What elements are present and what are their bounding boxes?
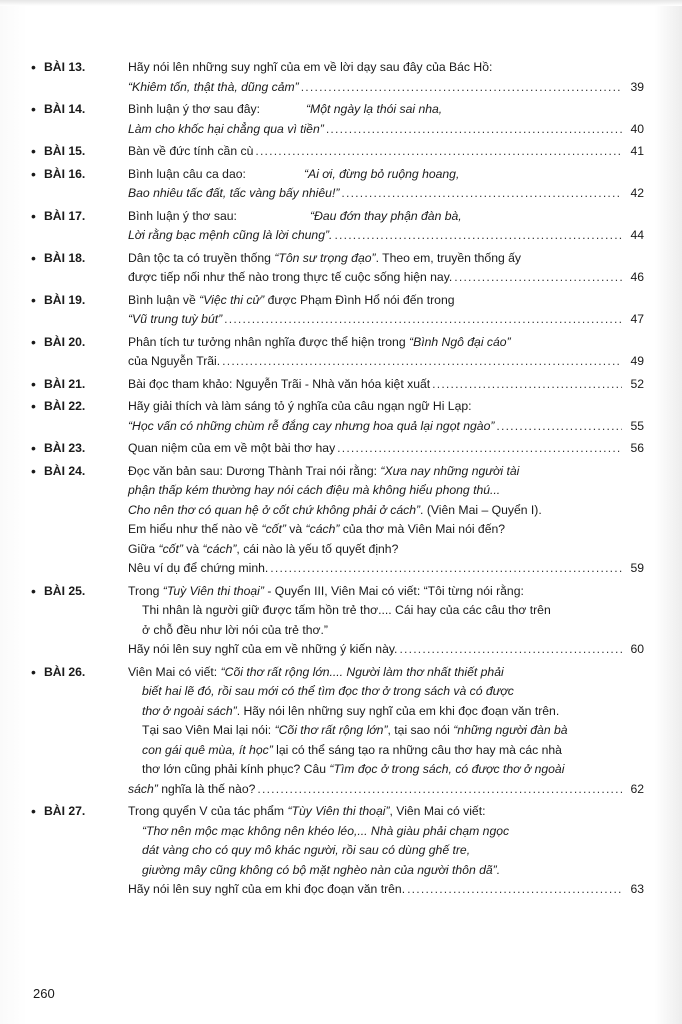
entry-line: giường mây cũng không có bộ mặt nghèo nàn của người thôn dã”. xyxy=(142,862,501,877)
leader-dots xyxy=(341,184,622,204)
entry-line: phận thấp kém thường hay nói cách điệu mà không hiểu phong thú... xyxy=(128,483,501,497)
entry-label: BÀI 22. xyxy=(44,399,86,413)
entry-label: BÀI 13. xyxy=(44,60,86,74)
entry-label: BÀI 15. xyxy=(44,144,86,158)
bullet-icon: • xyxy=(31,291,36,308)
entry-label: BÀI 21. xyxy=(44,376,86,391)
leader-dots xyxy=(301,78,622,98)
bullet-icon: • xyxy=(31,803,36,819)
toc-entry-25 xyxy=(0,582,682,660)
toc-entry-22 xyxy=(0,397,682,436)
entry-line: Quan niệm của em về một bài thơ hay ..... 56 xyxy=(128,439,644,459)
entry-line: “Vũ trung tuỳ bút” ..... 47 xyxy=(128,310,644,330)
leader-dots xyxy=(337,439,622,459)
bullet-icon: • xyxy=(31,375,36,392)
page-ref: 60 xyxy=(630,642,644,656)
entry-label: BÀI 27. xyxy=(44,804,86,818)
page-ref: 59 xyxy=(630,561,644,575)
entry-label: BÀI 18. xyxy=(44,250,86,265)
entry-label: BÀI 17. xyxy=(44,208,86,223)
entry-label: BÀI 25. xyxy=(44,583,86,598)
toc-entry-13 xyxy=(0,58,682,97)
leader-dots xyxy=(399,640,622,660)
entry-line: Tại sao Viên Mai lại nói: “Cõi thơ rất rộng lớn”, tại sao nói “những người đàn bà xyxy=(142,723,568,737)
entry-label: BÀI 19. xyxy=(44,292,86,307)
entry-line: Nêu ví dụ để chứng minh. ..... 59 xyxy=(128,559,644,579)
leader-dots xyxy=(222,352,622,372)
entry-line: Đọc văn bản sau: Dương Thành Trai nói rằng: “Xưa nay những người tài xyxy=(128,463,520,478)
bullet-icon: • xyxy=(31,101,36,117)
page-ref: 46 xyxy=(630,270,644,284)
page-top-shadow xyxy=(0,0,682,6)
page-ref: 49 xyxy=(630,354,644,368)
toc-entry-26 xyxy=(0,663,682,800)
toc-entry-23 xyxy=(0,439,682,459)
entry-line: dát vàng cho có quy mô khác người, rồi sau có dùng ghế tre, xyxy=(142,843,471,857)
entry-line: Trong quyển V của tác phẩm “Tùy Viên thi thoại”, Viên Mai có viết: xyxy=(128,804,486,818)
toc-entry-20 xyxy=(0,333,682,372)
toc-entry-19 xyxy=(0,291,682,330)
entry-line: Bình luận ý thơ sau: “Đau đớn thay phận đàn bà, xyxy=(128,208,462,223)
entry-line: Thi nhân là người giữ được tấm hồn trẻ thơ.... Cái hay của các câu thơ trên xyxy=(142,603,551,617)
entry-line: Bao nhiêu tấc đất, tấc vàng bấy nhiêu!” ..... 42 xyxy=(128,184,644,204)
toc-entry-21 xyxy=(0,375,682,395)
entry-line: được tiếp nối như thế nào trong thực tế cuộc sống hiện nay. ..... 46 xyxy=(128,268,644,288)
leader-dots xyxy=(496,417,622,437)
entry-line: thơ ở ngoài sách”. Hãy nói lên những suy nghĩ của em khi đọc đoạn văn trên. xyxy=(142,703,560,718)
toc-entry-18 xyxy=(0,249,682,288)
entry-line: Làm cho khốc hại chẳng qua vì tiền” ..... 40 xyxy=(128,120,644,140)
entry-line: con gái quê mùa, ít học” lại có thể sáng tạo ra những câu thơ hay mà các nhà xyxy=(142,742,562,757)
entry-label: BÀI 14. xyxy=(44,102,86,116)
entry-line: Bài đọc tham khảo: Nguyễn Trãi - Nhà văn hóa kiệt xuất ..... 52 xyxy=(128,375,644,395)
bullet-icon: • xyxy=(31,165,36,182)
entry-label: BÀI 20. xyxy=(44,334,86,349)
entry-line: “Thơ nên mộc mạc không nên khéo léo,... Nhà giàu phải chạm ngọc xyxy=(142,823,510,838)
bullet-icon: • xyxy=(31,249,36,266)
leader-dots xyxy=(454,268,622,288)
entry-line: Hãy nói lên suy nghĩ của em về những ý kiến này. ..... 60 xyxy=(128,640,644,660)
bullet-icon: • xyxy=(31,207,36,224)
leader-dots xyxy=(407,880,622,900)
toc-entry-14 xyxy=(0,100,682,139)
entry-label: BÀI 26. xyxy=(44,664,86,679)
entry-line: Bình luận về “Việc thi cử” được Phạm Đình Hổ nói đến trong xyxy=(128,292,455,307)
entry-label: BÀI 16. xyxy=(44,166,86,181)
entry-line: Hãy nói lên suy nghĩ của em khi đọc đoạn văn trên. ..... 63 xyxy=(128,880,644,900)
page-ref: 56 xyxy=(630,441,644,455)
page-ref: 55 xyxy=(630,418,644,433)
bullet-icon: • xyxy=(31,143,36,159)
entry-line: biết hai lẽ đó, rồi sau mới có thể tìm đọc thơ ở trong sách và có được xyxy=(142,684,514,698)
table-of-contents xyxy=(0,58,682,903)
page-ref: 40 xyxy=(630,121,644,136)
bullet-icon: • xyxy=(31,398,36,414)
entry-line: Bình luận ý thơ sau đây: “Một ngày lạ thói sai nha, xyxy=(128,102,443,116)
bullet-icon: • xyxy=(31,462,36,479)
leader-dots xyxy=(326,120,622,140)
leader-dots xyxy=(224,310,622,330)
leader-dots xyxy=(257,780,622,800)
toc-entry-16 xyxy=(0,165,682,204)
entry-label: BÀI 23. xyxy=(44,441,86,455)
page-ref: 62 xyxy=(630,781,644,796)
page-ref: 41 xyxy=(630,144,644,158)
entry-line: Viên Mai có viết: “Cõi thơ rất rộng lớn.... Người làm thơ nhất thiết phải xyxy=(128,664,504,679)
entry-line: sách” nghĩa là thế nào? ..... 62 xyxy=(128,780,644,800)
leader-dots xyxy=(270,559,622,579)
toc-entry-24 xyxy=(0,462,682,579)
entry-line: Hãy nói lên những suy nghĩ của em về lời dạy sau đây của Bác Hồ: xyxy=(128,60,493,74)
entry-line: Phân tích tư tưởng nhân nghĩa được thể hiện trong “Bình Ngô đại cáo” xyxy=(128,334,511,349)
bullet-icon: • xyxy=(31,582,36,599)
entry-line: Hãy giải thích và làm sáng tỏ ý nghĩa của câu ngạn ngữ Hi Lạp: xyxy=(128,399,472,413)
entry-line: Giữa “cốt” và “cách”, cái nào là yếu tố quyết định? xyxy=(128,541,399,556)
bullet-icon: • xyxy=(31,333,36,350)
entry-line: Bàn về đức tính cần cù ..... 41 xyxy=(128,142,644,162)
bullet-icon: • xyxy=(31,663,36,680)
page-ref: 63 xyxy=(630,882,644,896)
entry-line: thơ lớn cũng phải kính phục? Câu “Tìm đọc ở trong sách, có được thơ ở ngoài xyxy=(142,762,565,776)
entry-line: của Nguyễn Trãi. ..... 49 xyxy=(128,352,644,372)
entry-line: Lời rằng bạc mệnh cũng là lời chung”. ..... 44 xyxy=(128,226,644,246)
leader-dots xyxy=(432,375,622,395)
entry-line: “Khiêm tốn, thật thà, dũng cảm” ..... 39 xyxy=(128,78,644,98)
entry-line: Em hiểu như thế nào về “cốt” và “cách” của thơ mà Viên Mai nói đến? xyxy=(128,522,506,536)
entry-label: BÀI 24. xyxy=(44,463,86,478)
entry-line: Trong “Tuỳ Viên thi thoại” - Quyển III, Viên Mai có viết: “Tôi từng nói rằng: xyxy=(128,583,524,598)
bullet-icon: • xyxy=(31,440,36,456)
toc-entry-15 xyxy=(0,142,682,162)
page-number: 260 xyxy=(33,986,55,1001)
entry-line: “Học vấn có những chùm rễ đắng cay nhưng hoa quả lại ngọt ngào” ..... 55 xyxy=(128,417,644,437)
entry-line: ở chỗ đều như lời nói của trẻ thơ.” xyxy=(142,622,328,637)
page-ref: 39 xyxy=(630,79,644,94)
page-ref: 42 xyxy=(630,186,644,200)
page-ref: 44 xyxy=(630,228,644,242)
leader-dots xyxy=(334,226,622,246)
page-ref: 52 xyxy=(630,376,644,391)
bullet-icon: • xyxy=(31,59,36,75)
leader-dots xyxy=(255,142,622,162)
toc-entry-17 xyxy=(0,207,682,246)
entry-line: Cho nên thơ có quan hệ ở cốt chứ không phải ở cách”. (Viên Mai – Quyển I). xyxy=(128,502,542,517)
page-ref: 47 xyxy=(630,312,644,326)
entry-line: Bình luận câu ca dao: “Ai ơi, đừng bỏ ruộng hoang, xyxy=(128,166,460,181)
toc-entry-27 xyxy=(0,802,682,900)
entry-line: Dân tộc ta có truyền thống “Tôn sư trọng đạo”. Theo em, truyền thống ấy xyxy=(128,250,522,265)
